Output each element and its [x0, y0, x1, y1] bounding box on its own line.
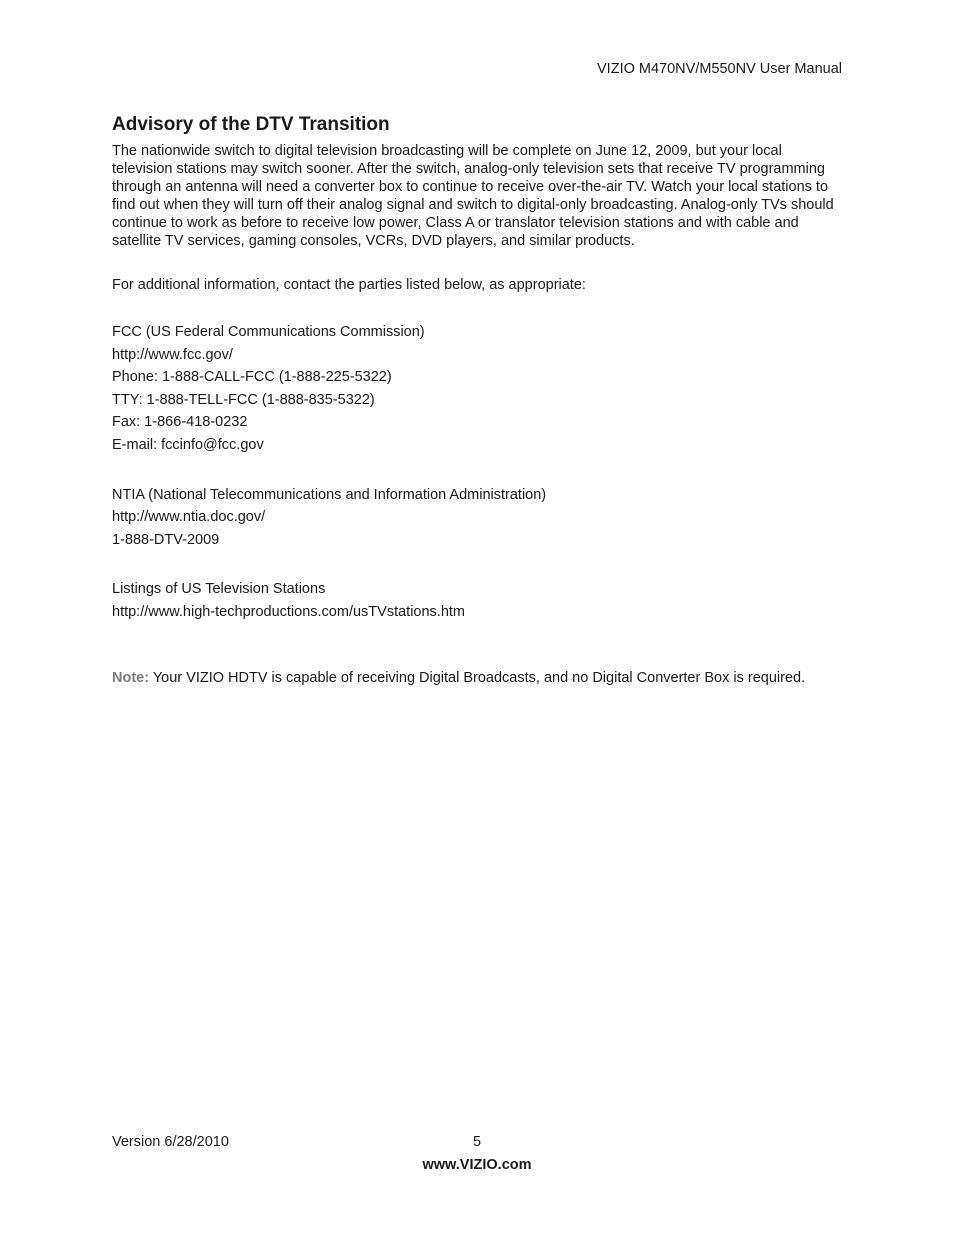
- page-content: [112, 113, 840, 687]
- intro-paragraph: The nationwide switch to digital television broadcasting will be complete on June 12, 2009, but your local television stations may switch sooner. After the switch, analog-only television sets that receive TV programming through an antenna will need a converter box to continue to receive over-the-air TV. Watch your local stations to find out when they will turn off their analog signal and switch to digital-only broadcasting. Analog-only TVs should continue to work as before to receive low power, Class A or translator television stations and with cable and satellite TV services, gaming consoles, VCRs, DVD players, and similar products.: [112, 143, 834, 249]
- contact-website: http://www.fcc.gov/: [112, 346, 233, 363]
- contact-org-name: FCC (US Federal Communications Commission): [112, 324, 425, 340]
- footer-website: www.VIZIO.com: [422, 1157, 532, 1173]
- contact-block-station-listings: [112, 578, 840, 623]
- footer-version: Version 6/28/2010: [112, 1134, 229, 1150]
- contact-tty: TTY: 1-888-TELL-FCC (1-888-835-5322): [112, 391, 375, 408]
- footer-page-number: 5: [473, 1134, 482, 1150]
- contact-website: http://www.ntia.doc.gov/: [112, 509, 266, 526]
- note-text: Your VIZIO HDTV is capable of receiving Digital Broadcasts, and no Digital Converter Box is required.: [149, 669, 806, 686]
- contact-lead-paragraph: For additional information, contact the parties listed below, as appropriate:: [112, 277, 586, 293]
- running-header: VIZIO M470NV/M550NV User Manual: [597, 61, 842, 77]
- contact-email: E-mail: fccinfo@fcc.gov: [112, 436, 264, 453]
- note-paragraph: [112, 669, 840, 687]
- contact-block-ntia: [112, 484, 840, 552]
- contact-phone: 1-888-DTV-2009: [112, 531, 220, 548]
- section-title: Advisory of the DTV Transition: [112, 114, 390, 135]
- contact-website: http://www.high-techproductions.com/usTVstations.htm: [112, 603, 465, 620]
- contact-org-name: Listings of US Television Stations: [112, 581, 326, 598]
- contact-fax: Fax: 1-866-418-0232: [112, 414, 248, 431]
- contact-block-fcc: [112, 321, 840, 457]
- contact-phone: Phone: 1-888-CALL-FCC (1-888-225-5322): [112, 369, 392, 386]
- note-label: Note:: [112, 669, 150, 686]
- contact-org-name: NTIA (National Telecommunications and Information Administration): [112, 486, 547, 503]
